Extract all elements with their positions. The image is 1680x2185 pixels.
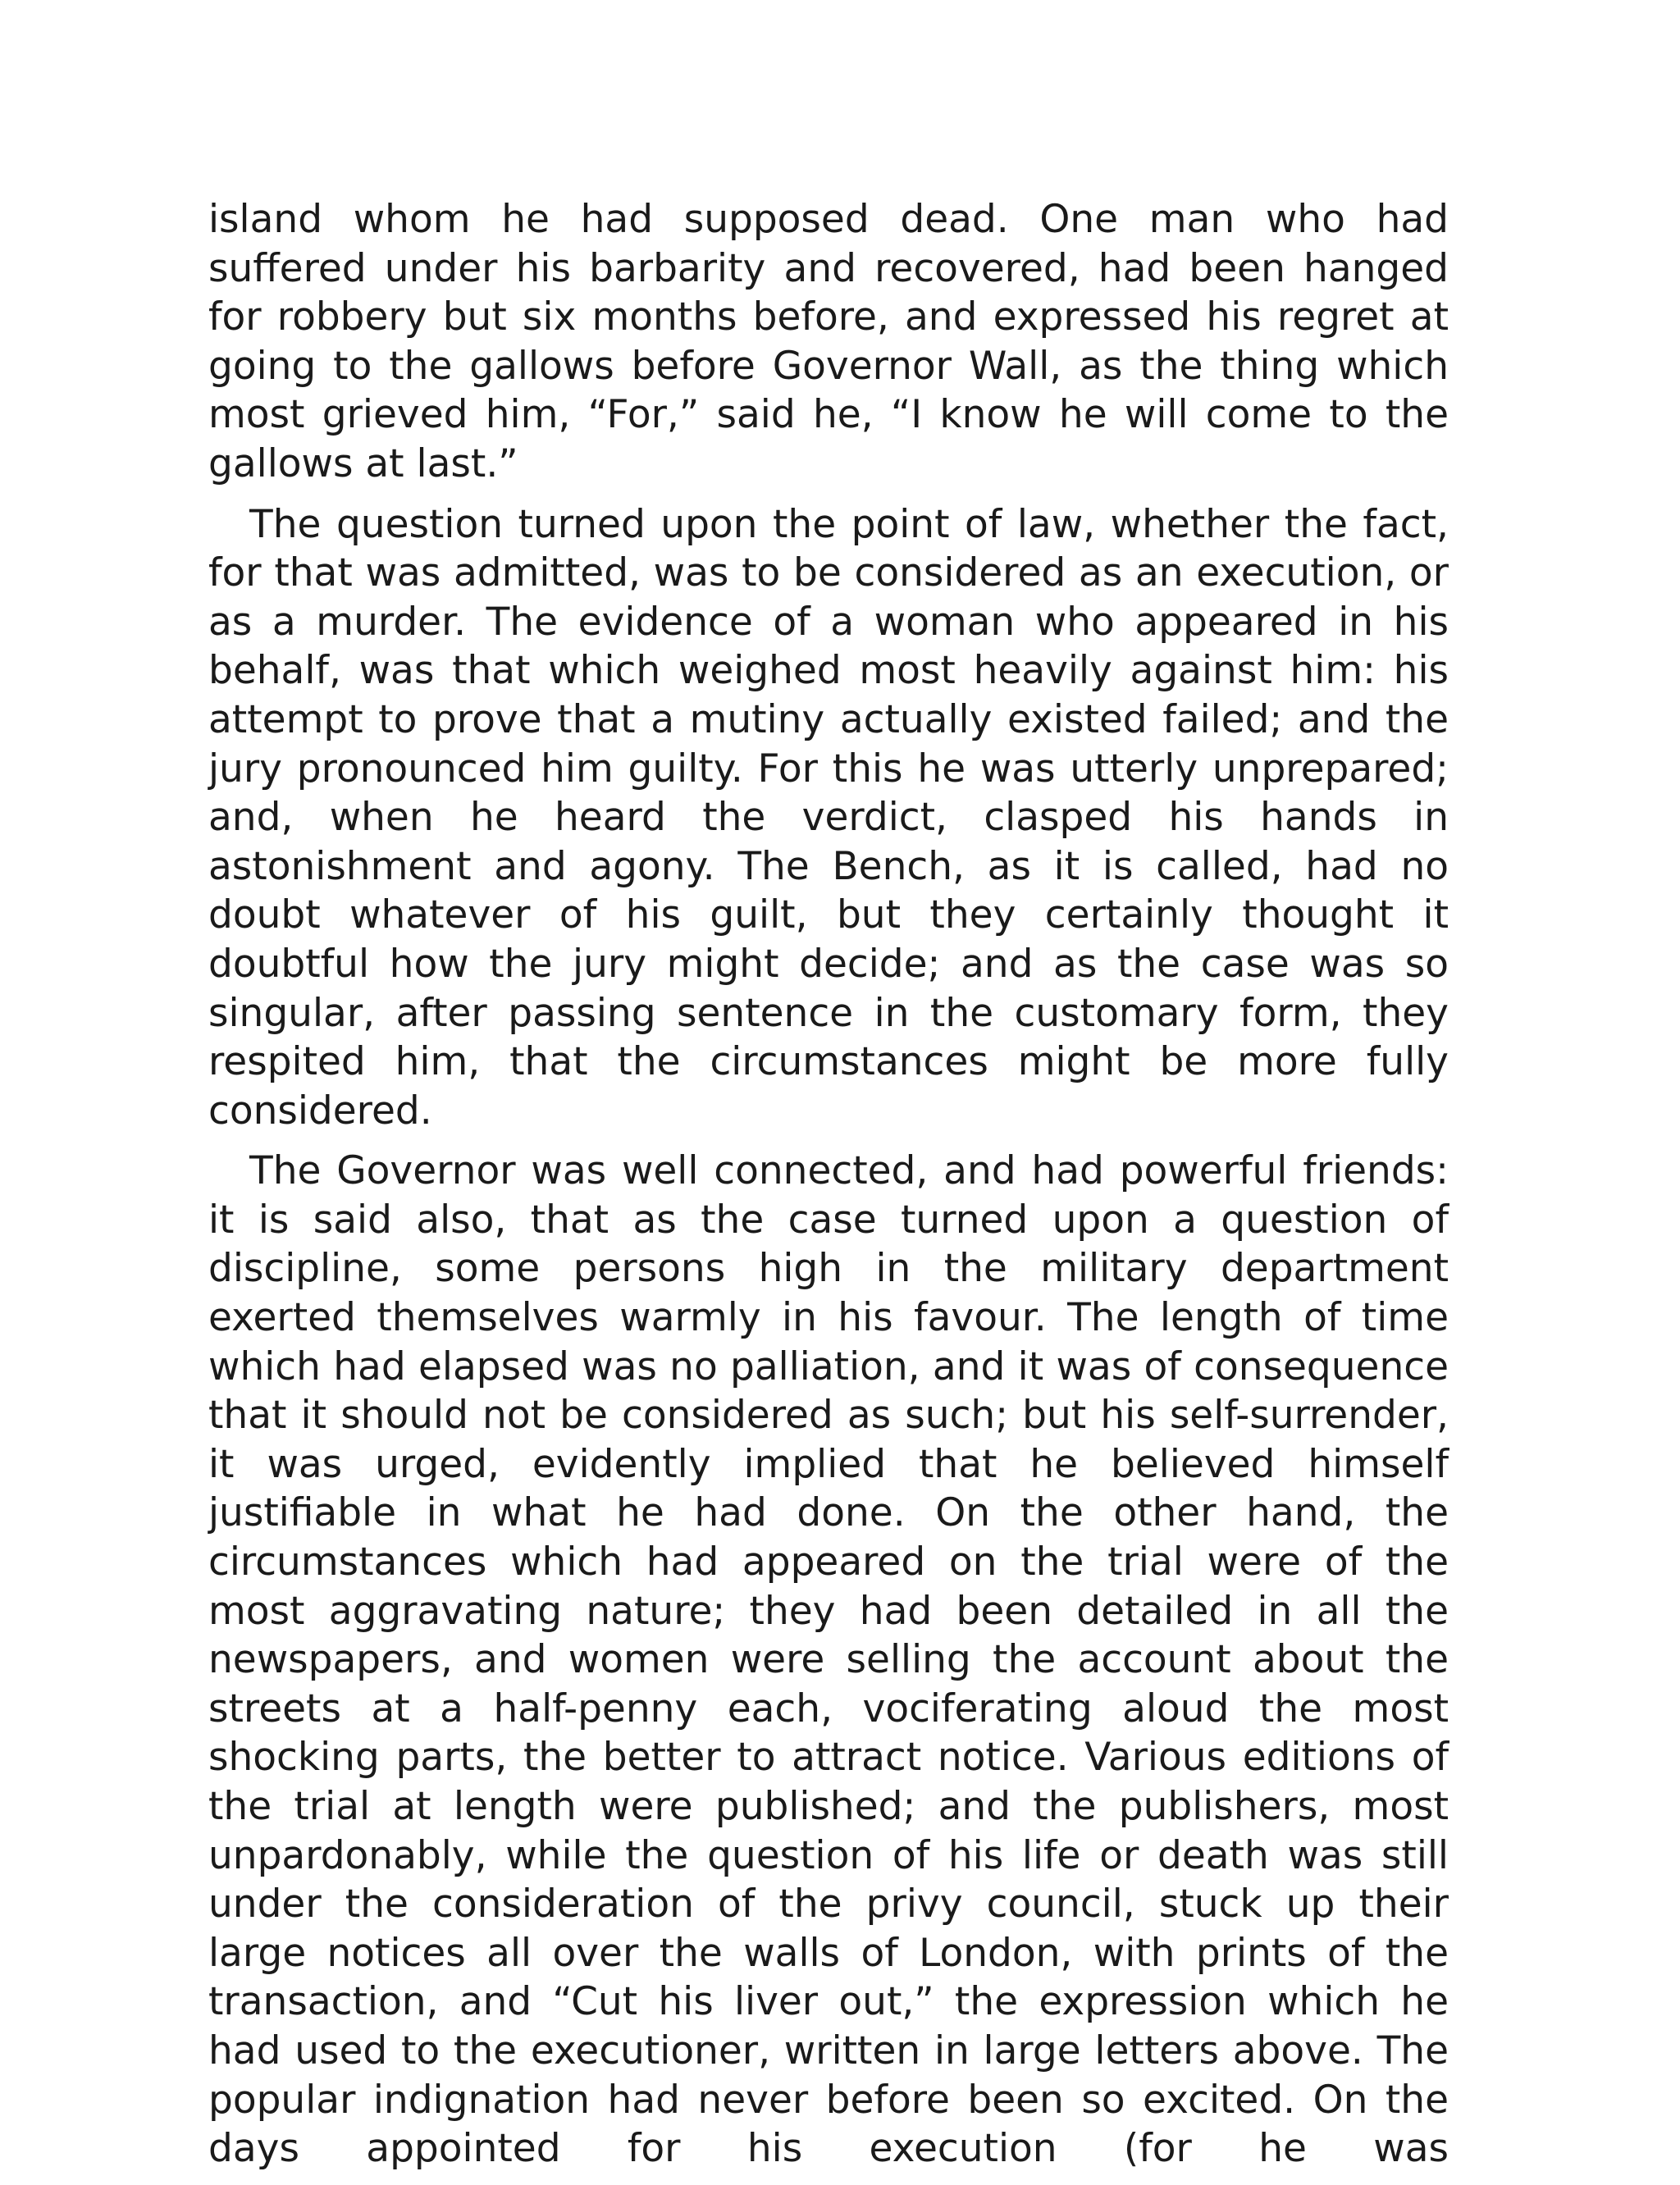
body-text — [208, 195, 1449, 2185]
paragraph-point-of-law: The question turned upon the point of law, whether the fact, for that was admitted, was to be considered as an execution, or as a murder. The evidence of a woman who appeared in his behalf, was that which weighed most heavily against him: his attempt to prove that a mutiny actually existed failed; and the jury pronounced him guilty. For this he was utterly unprepared; and, when he heard the verdict, clasped his hands in astonishment and agony. The Bench, as it is called, had no doubt whatever of his guilt, but they certainly thought it doubtful how the jury might decide; and as the case was so singular, after passing sentence in the customary form, they respited him, that the circumstances might be more fully considered. — [208, 501, 1449, 1134]
paragraph-continued: island whom he had supposed dead. One man who had suffered under his barbarity and recovered, had been hanged for robbery but six months before, and expressed his regret at going to the gallows before Governor Wall, as the thing which most grieved him, “For,” said he, “I know he will come to the gallows at last.” — [208, 197, 1449, 486]
paragraph-governor-connections: The Governor was well connected, and had powerful friends: it is said also, that as the case turned upon a question of discipline, some persons high in the military department exerted themselves warmly in his favour. The length of time which had elapsed was no palliation, and it was of consequence that it should not be considered as such; but his self-surrender, it was urged, evidently implied that he believed himself justifiable in what he had done. On the other hand, the circumstances which had appeared on the trial were of the most aggravating nature; they had been detailed in all the newspapers, and women were selling the account about the streets at a half-penny each, vociferating aloud the most shocking parts, the better to attract notice. Various editions of the trial at length were published; and the publishers, most unpardonably, while the question of his life or death was still under the consideration of the privy council, stuck up their large notices all over the walls of London, with prints of the transaction, and “Cut his liver out,” the expression which he had used to the executioner, written in large letters above. The popular indignation had never before been so excited. On the days appointed for his execution (for he was — [208, 1148, 1449, 2172]
